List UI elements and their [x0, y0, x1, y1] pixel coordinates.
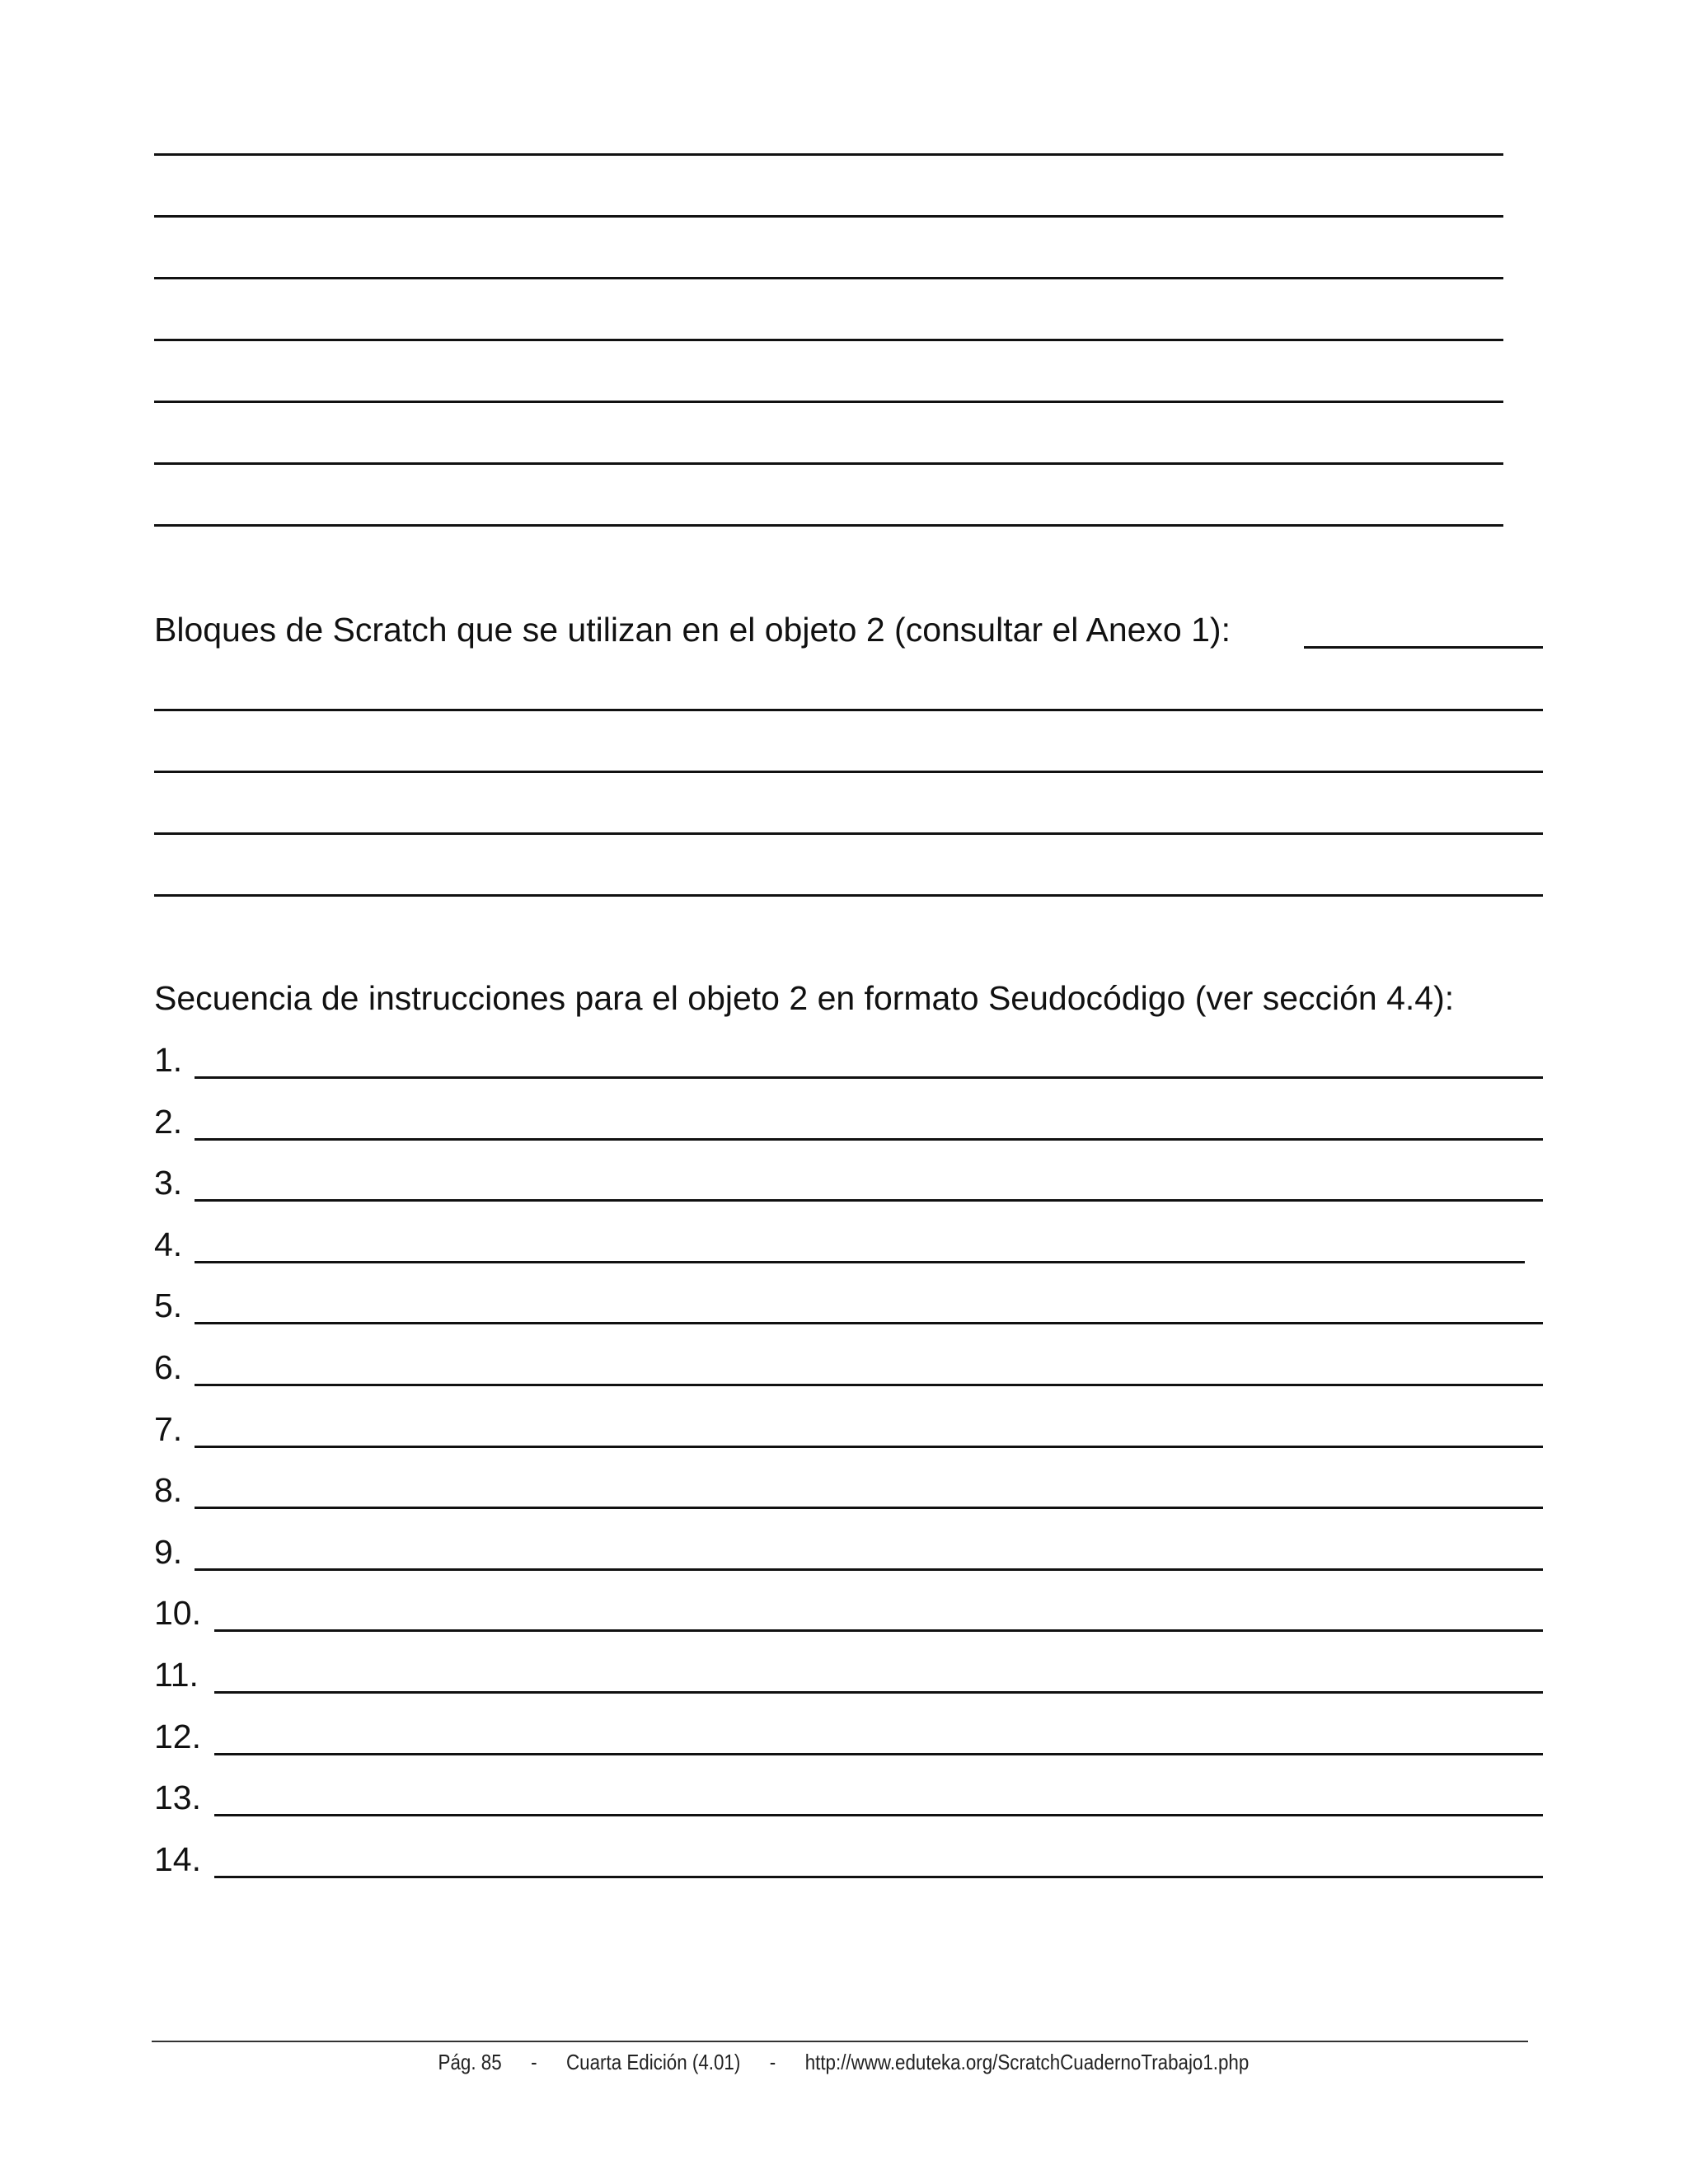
bloques-answer-line[interactable] [154, 771, 1543, 773]
answer-line[interactable] [154, 401, 1503, 403]
pseudocode-answer-blank[interactable] [195, 1384, 1543, 1386]
pseudocode-answer-blank[interactable] [195, 1568, 1543, 1571]
answer-line[interactable] [154, 462, 1503, 465]
footer-edition: Cuarta Edición (4.01) [566, 2050, 741, 2074]
pseudocode-line-number: 2. [154, 1103, 183, 1141]
pseudocode-line-number: 11. [154, 1656, 199, 1694]
bloques-answer-line[interactable] [154, 709, 1543, 711]
footer-rule [152, 2041, 1528, 2042]
pseudocode-answer-blank[interactable] [214, 1876, 1543, 1878]
pseudocode-line-number: 1. [154, 1041, 183, 1079]
page-footer [118, 2049, 1569, 2075]
pseudocode-answer-blank[interactable] [195, 1138, 1543, 1141]
pseudocode-line-number: 6. [154, 1348, 183, 1386]
pseudocode-line-number: 3. [154, 1164, 183, 1202]
pseudocode-line-number: 12. [154, 1718, 201, 1755]
pseudocode-answer-blank[interactable] [214, 1691, 1543, 1694]
answer-line[interactable] [154, 524, 1503, 527]
pseudocode-line-number: 5. [154, 1286, 183, 1324]
footer-separator: - [531, 2050, 537, 2074]
pseudocode-answer-blank[interactable] [214, 1753, 1543, 1755]
pseudocode-answer-blank[interactable] [195, 1322, 1543, 1324]
footer-page-number: Pág. 85 [438, 2050, 502, 2074]
pseudocode-line-number: 8. [154, 1471, 183, 1509]
pseudocode-line-number: 9. [154, 1533, 183, 1571]
pseudocode-answer-blank[interactable] [195, 1076, 1543, 1079]
pseudocode-answer-blank[interactable] [214, 1814, 1543, 1816]
pseudocode-answer-blank[interactable] [195, 1446, 1543, 1448]
bloques-inline-blank[interactable] [1304, 646, 1543, 649]
pseudocode-line-number: 14. [154, 1840, 201, 1878]
pseudocode-answer-blank[interactable] [195, 1199, 1543, 1202]
secuencia-section-label: Secuencia de instrucciones para el objeto 2 en formato Seudocódigo (ver sección 4.4): [154, 979, 1455, 1017]
pseudocode-answer-blank[interactable] [195, 1261, 1525, 1263]
pseudocode-line-number: 7. [154, 1410, 183, 1448]
answer-line[interactable] [154, 339, 1503, 341]
pseudocode-line-number: 4. [154, 1226, 183, 1263]
pseudocode-line-number: 10. [154, 1594, 201, 1632]
pseudocode-answer-blank[interactable] [195, 1507, 1543, 1509]
answer-line[interactable] [154, 153, 1503, 156]
bloques-answer-line[interactable] [154, 832, 1543, 835]
footer-url[interactable]: http://www.eduteka.org/ScratchCuadernoTrabajo1.php [804, 2050, 1250, 2074]
answer-line[interactable] [154, 277, 1503, 279]
footer-separator: - [769, 2050, 776, 2074]
pseudocode-line-number: 13. [154, 1779, 201, 1816]
bloques-answer-line[interactable] [154, 894, 1543, 897]
pseudocode-answer-blank[interactable] [214, 1629, 1543, 1632]
answer-line[interactable] [154, 215, 1503, 218]
bloques-section-label: Bloques de Scratch que se utilizan en el objeto 2 (consultar el Anexo 1): [154, 611, 1231, 649]
